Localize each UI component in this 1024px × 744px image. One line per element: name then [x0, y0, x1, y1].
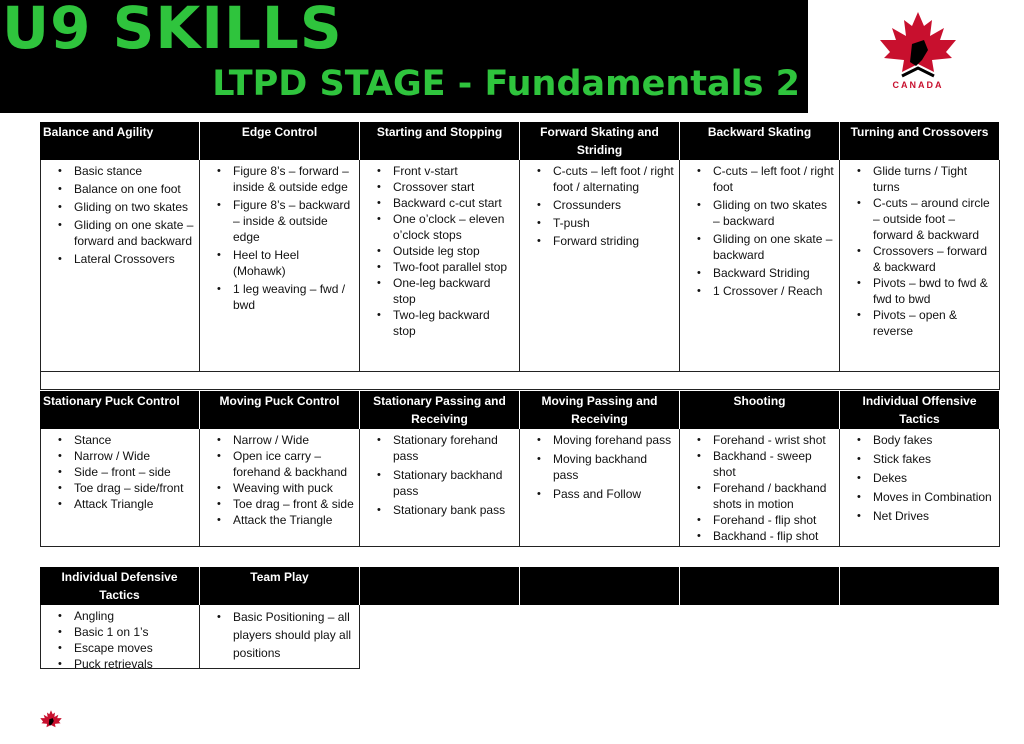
list-item: • Crossovers – forward & backward [873, 243, 995, 275]
list-item: • One o’clock – eleven o’clock stops [393, 211, 515, 243]
header-offensive-tactics: Individual Offensive Tactics [840, 391, 1000, 429]
list-item: • Escape moves [74, 640, 195, 656]
list-item: • Lateral Crossovers [74, 251, 195, 267]
page-title: U9 SKILLS [2, 0, 343, 62]
table-header-row [40, 567, 1000, 605]
list-item: • Crossover start [393, 179, 515, 195]
list-item: • Backhand - sweep shot [713, 448, 835, 480]
header-empty [520, 567, 680, 605]
header-empty [840, 567, 1000, 605]
list-item: • Figure 8’s – backward – inside & outside edge [233, 197, 355, 245]
list-item: • Weaving with puck [233, 480, 355, 496]
list-item: • Gliding on one skate – backward [713, 231, 835, 263]
list-item: • Backward c-cut start [393, 195, 515, 211]
list-item: • Narrow / Wide [233, 432, 355, 448]
list-item: • Puck retrievals [74, 656, 195, 672]
list-item: • Net Drives [873, 508, 995, 524]
list-item: • Stationary bank pass [393, 502, 515, 518]
header-backward-skating: Backward Skating [680, 122, 840, 160]
table-body-row [40, 160, 1000, 372]
title-banner [0, 0, 808, 113]
list-item: • Gliding on one skate – forward and backward [74, 217, 195, 249]
table-body-row [40, 605, 1000, 669]
list-item: • Front v-start [393, 163, 515, 179]
header-edge-control: Edge Control [200, 122, 360, 160]
list-item: • Attack the Triangle [233, 512, 355, 528]
list-item: • Heel to Heel (Mohawk) [233, 247, 355, 279]
list-item: • Glide turns / Tight turns [873, 163, 995, 195]
list-item: • 1 Crossover / Reach [713, 283, 835, 299]
cell-moving-passing [520, 429, 680, 547]
list-item: • Moves in Combination [873, 489, 995, 505]
cell-shooting [680, 429, 840, 547]
list-item: • Two-foot parallel stop [393, 259, 515, 275]
list-item: • Forward striding [553, 233, 675, 249]
table-spacer-row [40, 372, 1000, 390]
list-item: • Narrow / Wide [74, 448, 195, 464]
skating-skills-table [40, 122, 1000, 390]
list-item: • Toe drag – front & side [233, 496, 355, 512]
header-stationary-passing: Stationary Passing and Receiving [360, 391, 520, 429]
list-item: • Open ice carry – forehand & backhand [233, 448, 355, 480]
header-moving-puck: Moving Puck Control [200, 391, 360, 429]
cell-starting-stopping [360, 160, 520, 372]
list-item: • Balance on one foot [74, 181, 195, 197]
header-moving-passing: Moving Passing and Receiving [520, 391, 680, 429]
cell-stationary-passing [360, 429, 520, 547]
header-empty [360, 567, 520, 605]
maple-leaf-player-icon [872, 10, 964, 90]
list-item: • C-cuts – left foot / right foot [713, 163, 835, 195]
list-item: • Basic 1 on 1’s [74, 624, 195, 640]
header-forward-skating: Forward Skating and Striding [520, 122, 680, 160]
header-starting-stopping: Starting and Stopping [360, 122, 520, 160]
list-item: • Two-leg backward stop [393, 307, 515, 339]
list-item: • Attack Triangle [74, 496, 195, 512]
list-item: • Body fakes [873, 432, 995, 448]
logo-text: CANADA [892, 80, 944, 90]
header-stationary-puck: Stationary Puck Control [40, 391, 200, 429]
list-item: • Stationary forehand pass [393, 432, 515, 464]
page-subtitle: LTPD STAGE - Fundamentals 2 [212, 64, 800, 104]
header-turning-crossovers: Turning and Crossovers [840, 122, 1000, 160]
list-item: • One-leg backward stop [393, 275, 515, 307]
list-item: • Forehand - wrist shot [713, 432, 835, 448]
list-item: • Basic stance [74, 163, 195, 179]
list-item: • Side – front – side [74, 464, 195, 480]
header-balance-agility: Balance and Agility [40, 122, 200, 160]
table-header-row [40, 122, 1000, 160]
maple-leaf-player-icon [38, 708, 64, 734]
list-item: • Gliding on two skates [74, 199, 195, 215]
list-item: • Stance [74, 432, 195, 448]
list-item: • Stationary backhand pass [393, 467, 515, 499]
list-item: • Crossunders [553, 197, 675, 213]
header-empty [680, 567, 840, 605]
cell-edge-control [200, 160, 360, 372]
puck-skills-table [40, 391, 1000, 547]
list-item: • Backward Striding [713, 265, 835, 281]
cell-team-play [200, 605, 360, 669]
list-item: • Forehand / backhand shots in motion [713, 480, 835, 512]
header-defensive-tactics: Individual Defensive Tactics [40, 567, 200, 605]
list-item: • Basic Positioning – all players should play all positions [233, 608, 355, 662]
cell-balance-agility [40, 160, 200, 372]
list-item: • Dekes [873, 470, 995, 486]
list-item: • Figure 8’s – forward – inside & outside edge [233, 163, 355, 195]
cell-backward-skating [680, 160, 840, 372]
list-item: • Angling [74, 608, 195, 624]
list-item: • Toe drag – side/front [74, 480, 195, 496]
list-item: • Gliding on two skates – backward [713, 197, 835, 229]
cell-offensive-tactics [840, 429, 1000, 547]
list-item: • Pass and Follow [553, 486, 675, 502]
list-item: • Moving forehand pass [553, 432, 675, 448]
cell-stationary-puck [40, 429, 200, 547]
cell-defensive-tactics [40, 605, 200, 669]
list-item: • 1 leg weaving – fwd / bwd [233, 281, 355, 313]
list-item: • C-cuts – left foot / right foot / alternating [553, 163, 675, 195]
list-item: • Moving backhand pass [553, 451, 675, 483]
header-shooting: Shooting [680, 391, 840, 429]
table-body-row [40, 429, 1000, 547]
list-item: • T-push [553, 215, 675, 231]
tactics-table [40, 567, 1000, 669]
list-item: • Forehand - flip shot [713, 512, 835, 528]
list-item: • Pivots – open & reverse [873, 307, 995, 339]
cell-moving-puck [200, 429, 360, 547]
cell-forward-skating [520, 160, 680, 372]
cell-turning-crossovers [840, 160, 1000, 372]
list-item: • C-cuts – around circle – outside foot – forward & backward [873, 195, 995, 243]
list-item: • Outside leg stop [393, 243, 515, 259]
list-item: • Stick fakes [873, 451, 995, 467]
list-item: • Pivots – bwd to fwd & fwd to bwd [873, 275, 995, 307]
header-team-play: Team Play [200, 567, 360, 605]
list-item: • Backhand - flip shot [713, 528, 835, 544]
table-header-row [40, 391, 1000, 429]
